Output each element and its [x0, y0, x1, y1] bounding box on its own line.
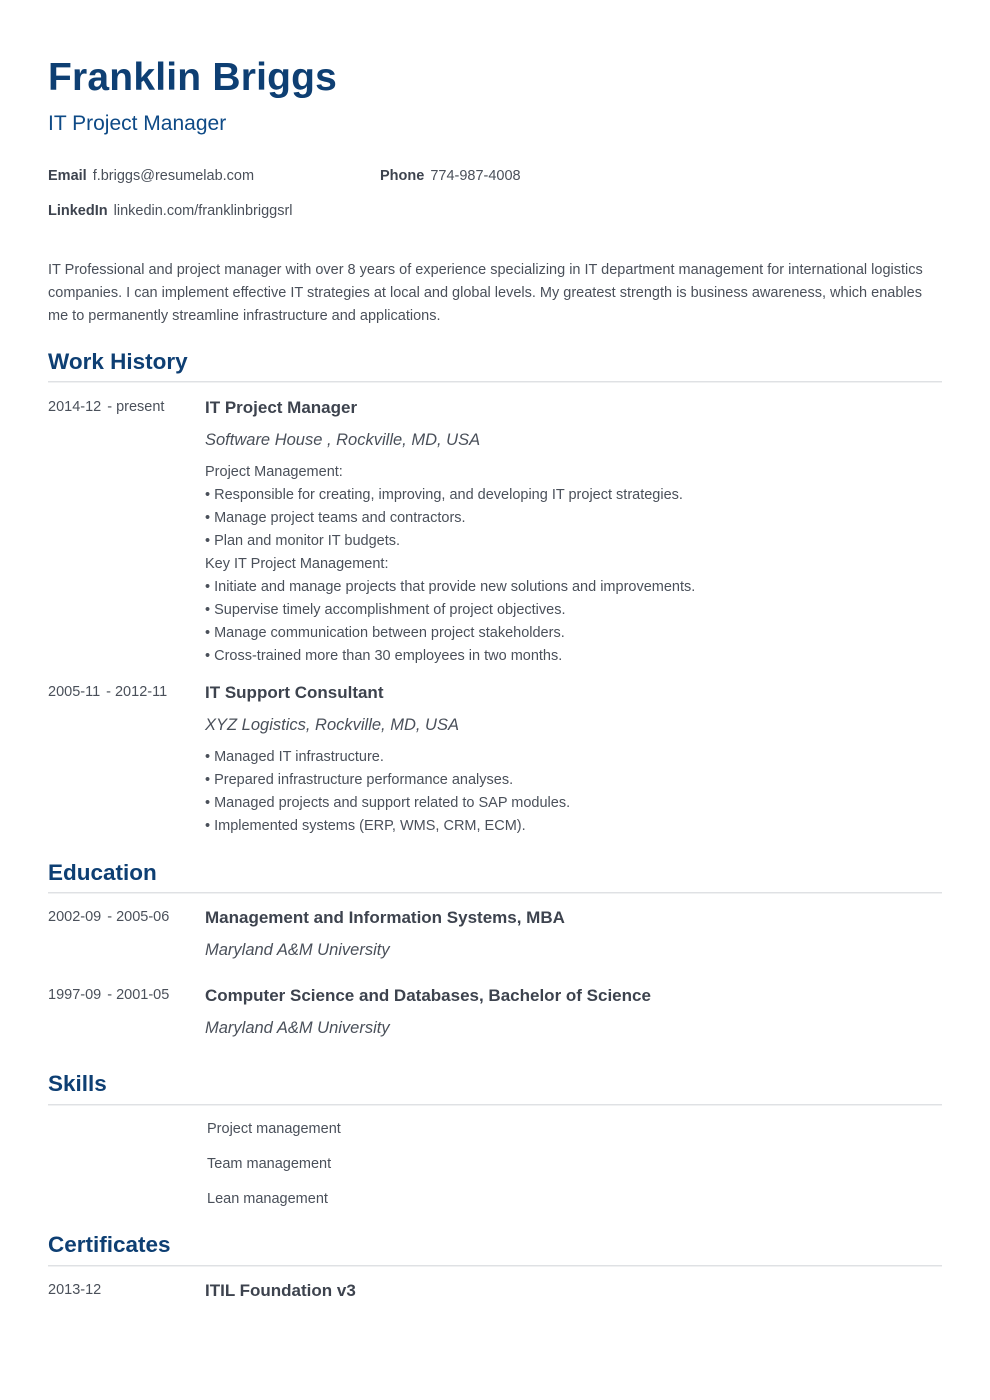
skill-item: Project management	[207, 1121, 341, 1137]
work-line: Key IT Project Management:	[205, 556, 389, 572]
section-divider	[48, 1265, 942, 1267]
education-degree: Computer Science and Databases, Bachelor of Science	[205, 986, 651, 1005]
skill-item: Team management	[207, 1156, 332, 1172]
email-value: f.briggs@resumelab.com	[92, 168, 255, 184]
work-line: • Implemented systems (ERP, WMS, CRM, ECM).	[205, 818, 526, 834]
certificate-name: ITIL Foundation v3	[205, 1281, 356, 1300]
summary-paragraph: IT Professional and project manager with over 8 years of experience specializing in IT department management for international logistics companies. I can implement effective IT strategies at local and global levels. My greatest strength is business awareness, which enables me to permanently streamline infrastructure and applications.	[48, 262, 923, 324]
work-description	[205, 461, 695, 668]
email-label: Email	[48, 168, 87, 184]
work-line: Project Management:	[205, 464, 343, 480]
contact-phone	[380, 167, 521, 185]
section-divider	[48, 892, 942, 894]
education-date: 1997-09 - 2001-05	[48, 987, 170, 1003]
work-line: • Plan and monitor IT budgets.	[205, 533, 401, 549]
work-description	[205, 746, 570, 838]
contact-linkedin	[48, 202, 293, 220]
section-title-work-history: Work History	[48, 349, 188, 374]
work-date: 2005-11 - 2012-11	[48, 684, 168, 700]
work-job-title: IT Project Manager	[205, 398, 358, 417]
certificate-date: 2013-12	[48, 1282, 102, 1298]
linkedin-label: LinkedIn	[48, 203, 108, 219]
linkedin-value: linkedin.com/franklinbriggsrl	[113, 203, 293, 219]
section-title-skills: Skills	[48, 1071, 107, 1096]
work-line: • Initiate and manage projects that provide new solutions and improvements.	[205, 579, 696, 595]
work-line: • Responsible for creating, improving, and developing IT project strategies.	[205, 487, 683, 503]
section-title-certificates: Certificates	[48, 1232, 171, 1257]
contact-email	[48, 167, 254, 185]
work-line: • Prepared infrastructure performance analyses.	[205, 772, 514, 788]
section-divider	[48, 381, 942, 383]
work-company: XYZ Logistics, Rockville, MD, USA	[205, 716, 459, 734]
education-date: 2002-09 - 2005-06	[48, 909, 170, 925]
section-divider	[48, 1104, 942, 1106]
work-date: 2014-12 - present	[48, 399, 165, 415]
phone-value: 774-987-4008	[430, 168, 521, 184]
work-line: • Managed projects and support related to SAP modules.	[205, 795, 571, 811]
work-company: Software House , Rockville, MD, USA	[205, 431, 481, 449]
work-line: • Cross-trained more than 30 employees in two months.	[205, 648, 563, 664]
work-line: • Managed IT infrastructure.	[205, 749, 384, 765]
skill-item: Lean management	[207, 1191, 328, 1207]
candidate-title: IT Project Manager	[48, 112, 227, 135]
candidate-name: Franklin Briggs	[48, 56, 338, 99]
work-line: • Manage project teams and contractors.	[205, 510, 466, 526]
section-title-education: Education	[48, 860, 157, 885]
education-degree: Management and Information Systems, MBA	[205, 908, 565, 927]
work-job-title: IT Support Consultant	[205, 683, 384, 702]
phone-label: Phone	[380, 168, 425, 184]
education-school: Maryland A&M University	[205, 941, 390, 959]
work-line: • Manage communication between project stakeholders.	[205, 625, 565, 641]
work-line: • Supervise timely accomplishment of project objectives.	[205, 602, 566, 618]
education-school: Maryland A&M University	[205, 1019, 390, 1037]
